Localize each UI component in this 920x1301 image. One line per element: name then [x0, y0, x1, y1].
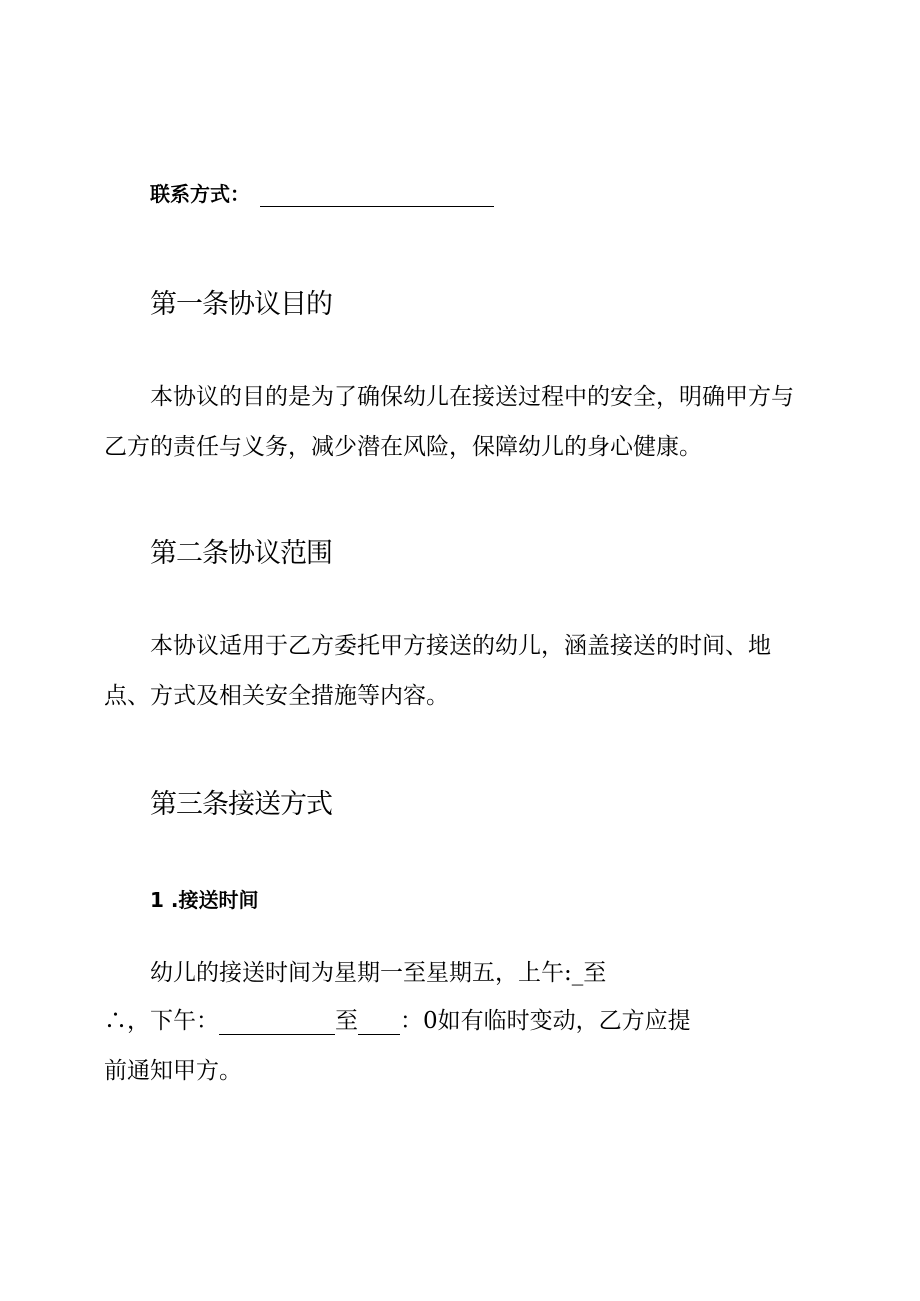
section3-heading: 第三条接送方式 [150, 789, 332, 820]
section1-text-line1: 本协议的目的是为了确保幼儿在接送过程中的安全，明确甲方与 [150, 384, 794, 410]
section2-text-line1: 本协议适用于乙方委托甲方接送的幼儿，涵盖接送的时间、地 [150, 633, 771, 659]
afternoon-start-blank [219, 1010, 335, 1035]
section3-text-line1: 幼儿的接送时间为星期一至星期五，上午:_至 [150, 960, 607, 986]
line2-part-a: ∴，下午： [104, 1008, 219, 1034]
section1-heading: 第一条协议目的 [150, 289, 332, 320]
section3-subheading: 1 .接送时间 [150, 888, 259, 912]
section1-text-line2: 乙方的责任与义务，减少潜在风险，保障幼儿的身心健康。 [104, 434, 702, 460]
contact-blank [260, 182, 494, 207]
afternoon-end-blank [358, 1010, 400, 1035]
line2-part-b: 至 [335, 1008, 358, 1034]
section2-heading: 第二条协议范围 [150, 538, 332, 569]
contact-line [150, 178, 494, 207]
section2-text-line2: 点、方式及相关安全措施等内容。 [104, 683, 449, 709]
section3-text-line2 [104, 1002, 691, 1035]
contact-label: 联系方式： [150, 182, 250, 206]
line2-part-c: ：0如有临时变动，乙方应提 [400, 1008, 691, 1034]
section3-text-line3: 前通知甲方。 [104, 1058, 242, 1084]
